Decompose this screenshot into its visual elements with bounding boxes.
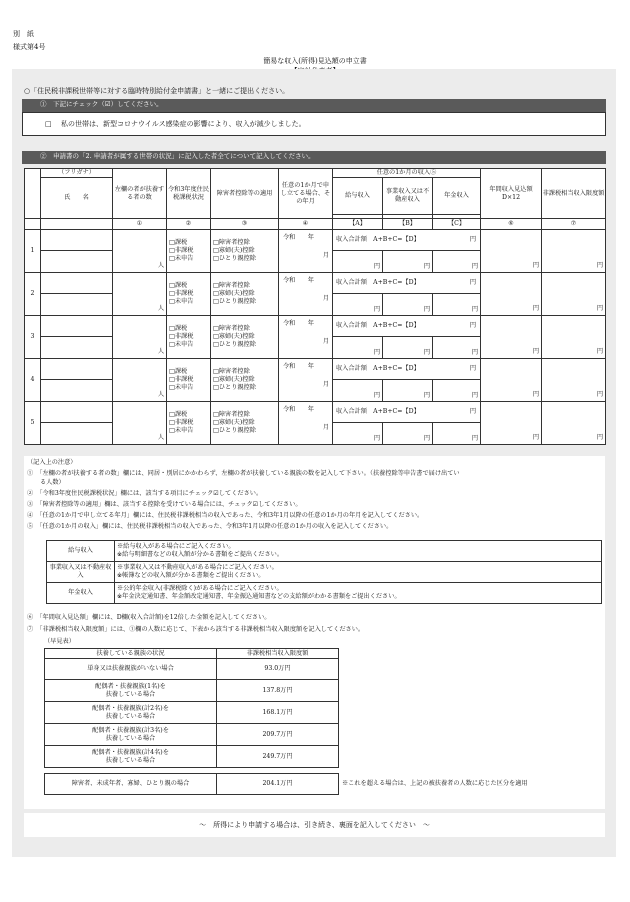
lookup-limit: 168.1万円 (217, 702, 339, 724)
salary-field[interactable] (333, 294, 383, 316)
lookup-status: 配偶者・扶養親族(計3名)を 扶養している場合 (45, 724, 217, 746)
special-status: 障害者、未成年者、寡婦、ひとり親の場合 (45, 774, 217, 795)
reiwa-year: 令和 年 (283, 276, 314, 284)
tax-option-exempt[interactable]: □非課税 (169, 332, 194, 340)
lookup-table (44, 648, 339, 768)
deduction-widow[interactable]: □寡婦(夫)控除 (213, 332, 255, 340)
total-yen: 円 (469, 278, 477, 286)
business-yen: 円 (423, 305, 430, 313)
notes-heading: （記入上の注意） (27, 459, 77, 466)
annual-income-header (481, 169, 542, 219)
salary-field[interactable] (333, 337, 383, 359)
furigana-field[interactable] (41, 229, 113, 251)
salary-field[interactable] (333, 423, 383, 445)
dependents-field[interactable] (113, 315, 167, 358)
limit-yen: 円 (596, 434, 604, 441)
salary-note-1: ※給与収入がある場合にご記入ください。 (117, 543, 235, 550)
dependents-field[interactable] (113, 272, 167, 315)
num-1: ① (113, 219, 167, 229)
lookup-limit: 249.7万円 (217, 746, 339, 768)
limit-field[interactable] (542, 315, 606, 358)
deduction-single-parent[interactable]: □ひとり親控除 (213, 340, 256, 348)
pension-yen: 円 (471, 391, 479, 399)
annual-income-field[interactable] (481, 315, 542, 358)
salary-label: 給与収入 (47, 541, 115, 562)
salary-yen: 円 (373, 391, 380, 399)
total-income-field[interactable] (333, 358, 481, 380)
deduction-disability[interactable]: □障害者控除 (213, 324, 250, 332)
row-number: 1 (25, 229, 41, 272)
month-field[interactable] (279, 358, 333, 401)
note-6: ⑥ 「年間収入見込額」欄には、D欄(収入合計額)を12倍した金額を記入してください。 (27, 614, 271, 621)
salary-field[interactable] (333, 251, 383, 273)
business-yen: 円 (423, 348, 430, 356)
total-income-field[interactable] (333, 401, 481, 423)
row-number: 4 (25, 358, 41, 401)
lookup-caption: （早見表） (44, 638, 75, 645)
lookup-header-status: 扶養している親族の状況 (45, 649, 217, 659)
tax-option-unfiled[interactable]: □未申告 (169, 383, 194, 391)
pension-header: 年金収入 (433, 178, 481, 215)
total-yen: 円 (469, 408, 477, 416)
annual-yen: 円 (532, 347, 540, 355)
person-unit: 人 (157, 347, 164, 355)
tax-option-taxed[interactable]: □課税 (169, 238, 188, 246)
person-unit: 人 (157, 261, 164, 269)
lookup-row (45, 724, 339, 746)
annual-yen: 円 (532, 434, 540, 441)
tax-status-header: 令和3年度住民税課税状況 (167, 169, 211, 219)
mark-c: 【C】 (433, 219, 481, 229)
business-note-1: ※事業収入又は不動産収入がある場合にご記入ください。 (117, 564, 278, 571)
name-header: 氏 名 (41, 178, 113, 219)
annual-income-field[interactable] (481, 401, 542, 444)
note-4: ④ 「任意の1か月で申し立てる年月」欄には、住民税非課税相当の収入であった、令和3年1月以降の任意の1か月の年月を記入してください。 (27, 512, 424, 519)
section2-header: ② 申請書の「2. 申請者が属する世帯の状況」に記入した者全てについて記入してください。 (22, 151, 606, 164)
limit-field[interactable] (542, 358, 606, 401)
tax-status-options (167, 401, 211, 444)
lookup-row (45, 680, 339, 702)
deduction-disability[interactable]: □障害者控除 (213, 238, 250, 246)
name-field[interactable] (41, 423, 113, 445)
mark-b: 【B】 (383, 219, 433, 229)
document-title: 簡易な収入(所得)見込額の申立書 (263, 57, 367, 65)
row-number: 2 (25, 272, 41, 315)
annual-income-formula: D×12 (502, 193, 521, 201)
salary-yen: 円 (373, 305, 380, 313)
deduction-single-parent[interactable]: □ひとり親控除 (213, 297, 256, 305)
business-field[interactable] (383, 294, 433, 316)
table-row (25, 401, 606, 423)
note-1-cont: る人数） (40, 479, 65, 486)
table-row (25, 358, 606, 380)
tax-status-options (167, 272, 211, 315)
limit-header: 非課税相当収入限度額 (542, 169, 606, 219)
special-limit: 204.1万円 (217, 774, 339, 795)
reiwa-year: 令和 年 (283, 405, 314, 413)
tax-option-taxed[interactable]: □課税 (169, 367, 188, 375)
salary-header: 給与収入 (333, 178, 383, 215)
total-yen: 円 (469, 235, 477, 243)
tax-status-options (167, 229, 211, 272)
month-unit: 月 (322, 294, 329, 302)
lookup-row (45, 702, 339, 724)
month-unit: 月 (322, 337, 329, 345)
total-yen: 円 (469, 321, 477, 329)
special-note: ※これを超える場合は、上記の被扶養者の人数に応じた区分を適用 (342, 780, 528, 787)
business-field[interactable] (383, 251, 433, 273)
row-number: 5 (25, 401, 41, 444)
limit-field[interactable] (542, 229, 606, 272)
lookup-header-limit: 非課税相当収入限度額 (217, 649, 339, 659)
form-number: 様式第4号 (13, 43, 46, 51)
business-yen: 円 (423, 435, 430, 442)
deduction-options (211, 358, 279, 401)
annual-yen: 円 (532, 304, 540, 312)
intro-text: ○「住民税非課税世帯等に対する臨時特別給付金申請書」と一緒にご提出ください。 (24, 87, 290, 95)
deduction-header: 障害者控除等の適用 (211, 169, 279, 219)
deduction-single-parent[interactable]: □ひとり親控除 (213, 383, 256, 391)
lookup-row (45, 746, 339, 768)
reiwa-year: 令和 年 (283, 319, 314, 327)
lookup-limit: 209.7万円 (217, 724, 339, 746)
month-field[interactable] (279, 229, 333, 272)
annual-yen: 円 (532, 390, 540, 398)
tax-option-exempt[interactable]: □非課税 (169, 289, 194, 297)
person-unit: 人 (157, 304, 164, 312)
note-1: ① 「左欄の者が扶養する者の数」欄には、同居・別居にかかわらず、左欄の者が扶養している親族の数を記入して下さい。（扶養控除等申告書で届け出てい (27, 470, 460, 477)
pension-note-2: ※年金決定通知書、年金額改定通知書、年金振込通知書などの支給額がわかる書類をご提出ください。 (117, 593, 401, 600)
row-number: 3 (25, 315, 41, 358)
pension-field[interactable] (433, 423, 481, 445)
name-field[interactable] (41, 337, 113, 359)
annual-income-field[interactable] (481, 358, 542, 401)
deduction-disability[interactable]: □障害者控除 (213, 367, 250, 375)
business-note-2: ※帳簿などの収入額が分かる書類をご提出ください。 (117, 572, 265, 579)
pension-yen: 円 (471, 305, 479, 313)
limit-yen: 円 (596, 304, 604, 312)
note-2: ② 「令和3年度住民税課税状況」欄には、該当する項目にチェック☑してください。 (27, 490, 263, 497)
table-row (25, 315, 606, 337)
deduction-options (211, 401, 279, 444)
person-unit: 人 (157, 390, 164, 398)
note-5: ⑤ 「任意の1か月の収入」欄には、住民税非課税相当の収入であった、令和3年1月以降の任意の1か月の収入を記入してください。 (27, 523, 393, 530)
salary-yen: 円 (373, 262, 380, 270)
annual-income-field[interactable] (481, 229, 542, 272)
month-field[interactable] (279, 272, 333, 315)
total-label: 収入合計額 A+B+C=【D】 (336, 365, 420, 373)
person-unit: 人 (157, 434, 164, 441)
pension-note-1: ※公的年金収入(非課税除く)がある場合にご記入ください。 (117, 585, 283, 592)
tax-option-unfiled[interactable]: □未申告 (169, 426, 194, 434)
salary-note-2: ※給与明細書などの収入額が分かる書類をご提出ください。 (117, 551, 284, 558)
total-label: 収入合計額 A+B+C=【D】 (336, 321, 420, 329)
covid-statement: 私の世帯は、新型コロナウイルス感染症の影響により、収入が減少しました。 (61, 120, 306, 128)
note-3: ③ 「障害者控除等の適用」欄は、該当する控除を受けている場合には、チェック☑してください。 (27, 501, 302, 508)
annual-yen: 円 (532, 261, 540, 269)
month-field[interactable] (279, 401, 333, 444)
salary-yen: 円 (373, 348, 380, 356)
total-label: 収入合計額 A+B+C=【D】 (336, 235, 420, 243)
deduction-disability[interactable]: □障害者控除 (213, 281, 250, 289)
business-field[interactable] (383, 423, 433, 445)
salary-yen: 円 (373, 435, 380, 442)
lookup-status: 配偶者・扶養親族(計4名)を 扶養している場合 (45, 746, 217, 768)
row-num-header (25, 169, 41, 219)
deduction-widow[interactable]: □寡婦(夫)控除 (213, 246, 255, 254)
business-yen: 円 (423, 262, 430, 270)
salary-field[interactable] (333, 380, 383, 402)
total-income-field[interactable] (333, 229, 481, 251)
num-3: ③ (211, 219, 279, 229)
total-label: 収入合計額 A+B+C=【D】 (336, 408, 420, 416)
dependents-field[interactable] (113, 401, 167, 444)
table-row (25, 229, 606, 251)
deduction-disability[interactable]: □障害者控除 (213, 410, 250, 418)
pension-yen: 円 (471, 262, 479, 270)
limit-yen: 円 (596, 347, 604, 355)
tax-option-exempt[interactable]: □非課税 (169, 418, 194, 426)
tax-option-unfiled[interactable]: □未申告 (169, 340, 194, 348)
table-row (25, 272, 606, 294)
deduction-widow[interactable]: □寡婦(夫)控除 (213, 289, 255, 297)
pension-yen: 円 (471, 435, 479, 442)
special-lookup-table (44, 773, 339, 795)
name-field[interactable] (41, 294, 113, 316)
reiwa-year: 令和 年 (283, 362, 314, 370)
month-unit: 月 (322, 251, 329, 259)
business-field[interactable] (383, 380, 433, 402)
furigana-field[interactable] (41, 401, 113, 423)
mark-a: 【A】 (333, 219, 383, 229)
furigana-field[interactable] (41, 272, 113, 294)
total-income-field[interactable] (333, 315, 481, 337)
section1-box (22, 112, 606, 136)
limit-yen: 円 (596, 261, 604, 269)
deduction-single-parent[interactable]: □ひとり親控除 (213, 426, 256, 434)
lookup-row (45, 659, 339, 680)
lookup-status: 単身又は扶養親族がいない場合 (45, 659, 217, 680)
tax-option-taxed[interactable]: □課税 (169, 410, 188, 418)
pension-yen: 円 (471, 348, 479, 356)
attachment-label: 別 紙 (13, 30, 34, 38)
tax-status-options (167, 358, 211, 401)
pension-field[interactable] (433, 380, 481, 402)
monthly-income-header: 任意の1か月の収入⑤ (333, 169, 481, 178)
business-field[interactable] (383, 337, 433, 359)
num-7: ⑦ (542, 219, 606, 229)
pension-field[interactable] (433, 251, 481, 273)
dependents-field[interactable] (113, 229, 167, 272)
deduction-single-parent[interactable]: □ひとり親控除 (213, 254, 256, 262)
limit-field[interactable] (542, 401, 606, 444)
lookup-limit: 93.0万円 (217, 659, 339, 680)
business-label: 事業収入又は不動産収入 (47, 562, 115, 583)
deduction-widow[interactable]: □寡婦(夫)控除 (213, 418, 255, 426)
num-4: ④ (279, 219, 333, 229)
deduction-options (211, 272, 279, 315)
pension-field[interactable] (433, 337, 481, 359)
month-field[interactable] (279, 315, 333, 358)
total-yen: 円 (469, 365, 477, 373)
month-unit: 月 (322, 423, 329, 431)
covid-checkbox[interactable]: □ (45, 120, 52, 128)
household-table (24, 168, 606, 445)
num-2: ② (167, 219, 211, 229)
annual-income-label: 年間収入見込額 (489, 185, 533, 193)
dependents-field[interactable] (113, 358, 167, 401)
deduction-widow[interactable]: □寡婦(夫)控除 (213, 375, 255, 383)
total-income-field[interactable] (333, 272, 481, 294)
month-unit: 月 (322, 380, 329, 388)
furigana-field[interactable] (41, 315, 113, 337)
tax-option-taxed[interactable]: □課税 (169, 324, 188, 332)
tax-status-options (167, 315, 211, 358)
pension-field[interactable] (433, 294, 481, 316)
business-header: 事業収入又は不動産収入 (383, 178, 433, 215)
limit-field[interactable] (542, 272, 606, 315)
name-field[interactable] (41, 251, 113, 273)
tax-option-unfiled[interactable]: □未申告 (169, 254, 194, 262)
reiwa-year: 令和 年 (283, 233, 314, 241)
tax-option-exempt[interactable]: □非課税 (169, 375, 194, 383)
total-label: 収入合計額 A+B+C=【D】 (336, 278, 420, 286)
furigana-field[interactable] (41, 358, 113, 380)
name-field[interactable] (41, 380, 113, 402)
lookup-status: 配偶者・扶養親族(1名)を 扶養している場合 (45, 680, 217, 702)
num-6: ⑥ (481, 219, 542, 229)
deduction-options (211, 229, 279, 272)
tax-option-unfiled[interactable]: □未申告 (169, 297, 194, 305)
note-7: ⑦ 「非課税相当収入限度額」には、①欄の人数に応じて、下表から該当する非課税相当収入限度額を記入してください。 (27, 626, 365, 633)
lookup-status: 配偶者・扶養親族(計2名)を 扶養している場合 (45, 702, 217, 724)
footer-note: ～ 所得により申請する場合は、引き続き、裏面を記入してください ～ (24, 813, 605, 837)
limit-yen: 円 (596, 390, 604, 398)
tax-option-taxed[interactable]: □課税 (169, 281, 188, 289)
deduction-options (211, 315, 279, 358)
lookup-limit: 137.8万円 (217, 680, 339, 702)
section1-header: ① 下記にチェック（☑）してください。 (22, 99, 606, 112)
annual-income-field[interactable] (481, 272, 542, 315)
income-guidance-table (46, 540, 602, 604)
dependents-header: 左欄の者が扶養する者の数 (113, 169, 167, 219)
pension-label: 年金収入 (47, 583, 115, 604)
furigana-header: （フリガナ） (41, 169, 113, 178)
business-yen: 円 (423, 391, 430, 399)
tax-option-exempt[interactable]: □非課税 (169, 246, 194, 254)
month-header: 任意の1か月で申し立てる場合、その年月 (279, 169, 333, 219)
